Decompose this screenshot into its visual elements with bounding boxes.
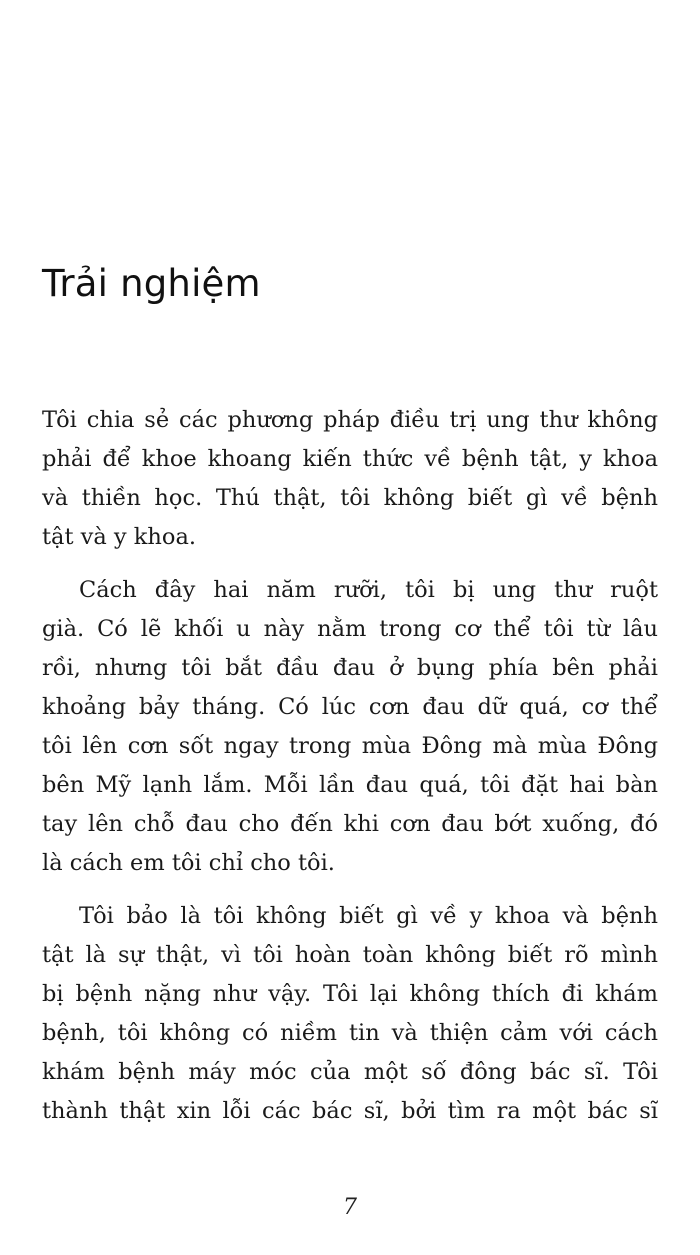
page-number: 7	[343, 1195, 357, 1220]
text-line: và thiền học. Thú thật, tôi không biết gì về bệnh	[42, 485, 658, 511]
text-line: bên Mỹ lạnh lắm. Mỗi lần đau quá, tôi đặt hai bàn	[42, 772, 658, 798]
text-line: thành thật xin lỗi các bác sĩ, bởi tìm ra một bác sĩ	[42, 1098, 658, 1124]
text-line: già. Có lẽ khối u này nằm trong cơ thể tôi từ lâu	[42, 616, 658, 642]
text-line: rồi, nhưng tôi bắt đầu đau ở bụng phía bên phải	[42, 655, 658, 681]
text-line: bệnh, tôi không có niềm tin và thiện cảm với cách	[42, 1020, 658, 1046]
text-line: phải để khoe khoang kiến thức về bệnh tật, y khoa	[42, 446, 658, 472]
paragraph-3	[42, 897, 658, 1131]
text-line: khám bệnh máy móc của một số đông bác sĩ. Tôi	[42, 1059, 658, 1085]
text-line: tay lên chỗ đau cho đến khi cơn đau bớt xuống, đó	[42, 811, 658, 837]
text-line: tật và y khoa.	[42, 524, 197, 550]
text-line: Tôi chia sẻ các phương pháp điều trị ung thư không	[42, 407, 658, 433]
paragraph-1	[42, 401, 658, 557]
body-text	[42, 401, 658, 1145]
text-line: là cách em tôi chỉ cho tôi.	[42, 850, 335, 876]
text-line: Cách đây hai năm rưỡi, tôi bị ung thư ruột	[79, 577, 658, 603]
chapter-title: Trải nghiệm	[42, 262, 261, 305]
text-line: tật là sự thật, vì tôi hoàn toàn không biết rõ mình	[42, 942, 658, 968]
text-line: khoảng bảy tháng. Có lúc cơn đau dữ quá, cơ thể	[42, 694, 658, 720]
paragraph-2	[42, 571, 658, 883]
text-line: tôi lên cơn sốt ngay trong mùa Đông mà mùa Đông	[42, 733, 658, 759]
text-line: Tôi bảo là tôi không biết gì về y khoa và bệnh	[79, 903, 658, 929]
text-line: bị bệnh nặng như vậy. Tôi lại không thích đi khám	[42, 981, 658, 1007]
